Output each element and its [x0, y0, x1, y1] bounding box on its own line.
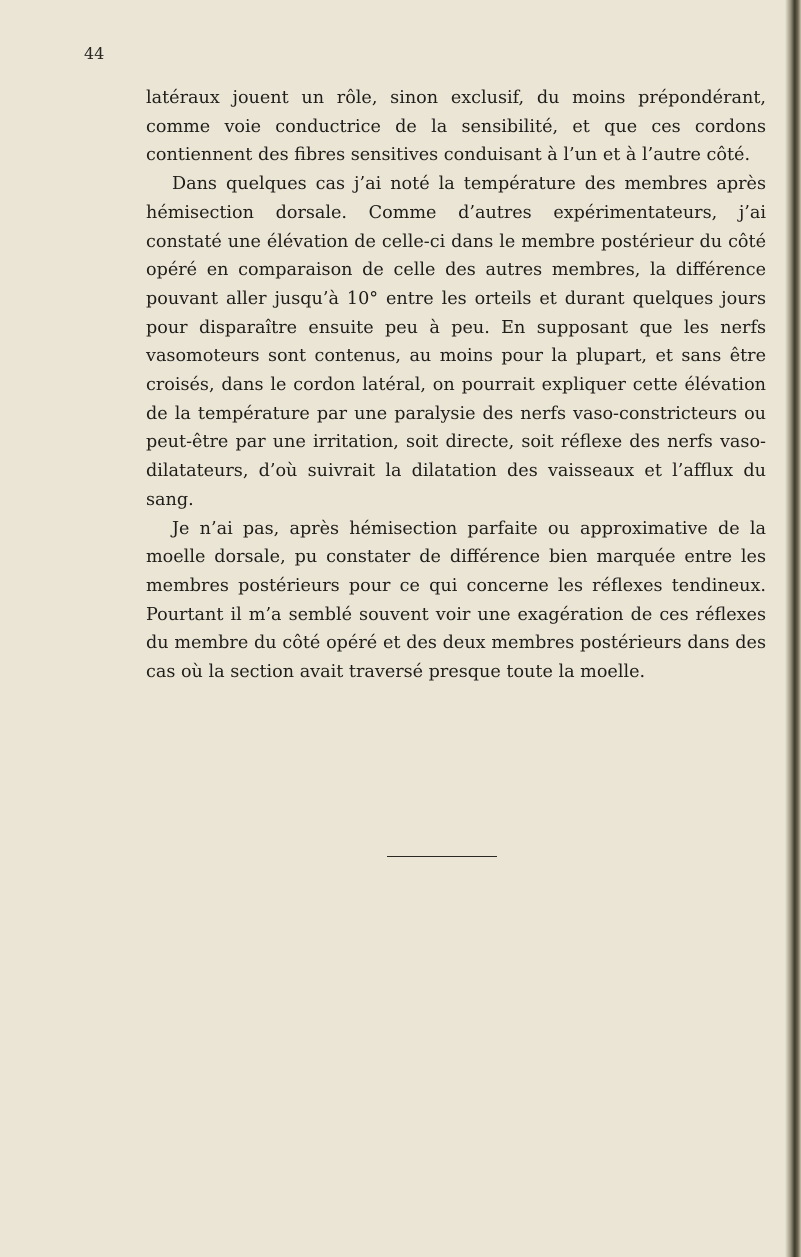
page-number: 44 [84, 44, 105, 63]
paragraph-continuation: latéraux jouent un rôle, sinon exclusif, du moins prépondérant, comme voie conductrice de la sensibilité, et que ces cordons contiennent des fibres sensitives conduisant à l’un et à l’autre côté. [146, 88, 766, 166]
body-text [146, 84, 766, 687]
page-binding-edge [785, 0, 801, 1257]
paragraph-temperature: Dans quelques cas j’ai noté la température des membres après hémisection dorsale. Comme d’autres expérimentateurs, j’ai constaté une élévation de celle-ci dans le membre postérieur du côté opéré en comparaison de celle des autres membres, la différence pouvant aller jusqu’à 10° entre les orteils et durant quelques jours pour disparaître ensuite peu à peu. En supposant que les nerfs vasomoteurs sont contenus, au moins pour la plupart, et sans être croisés, dans le cordon latéral, on pourrait expliquer cette élévation de la température par une paralysie des nerfs vaso-constricteurs ou peut-être par une irritation, soit directe, soit réflexe des nerfs vaso-dilatateurs, d’où suivrait la dilatation des vaisseaux et l’afflux du sang. [146, 174, 766, 510]
paragraph-reflexes: Je n’ai pas, après hémisection parfaite ou approximative de la moelle dorsale, pu constater de différence bien marquée entre les membres postérieurs pour ce qui concerne les réflexes tendineux. Pourtant il m’a semblé souvent voir une exagération de ces réflexes du membre du côté opéré et des deux membres postérieurs dans des cas où la section avait traversé presque toute la moelle. [146, 518, 766, 683]
section-end-rule [387, 856, 497, 857]
